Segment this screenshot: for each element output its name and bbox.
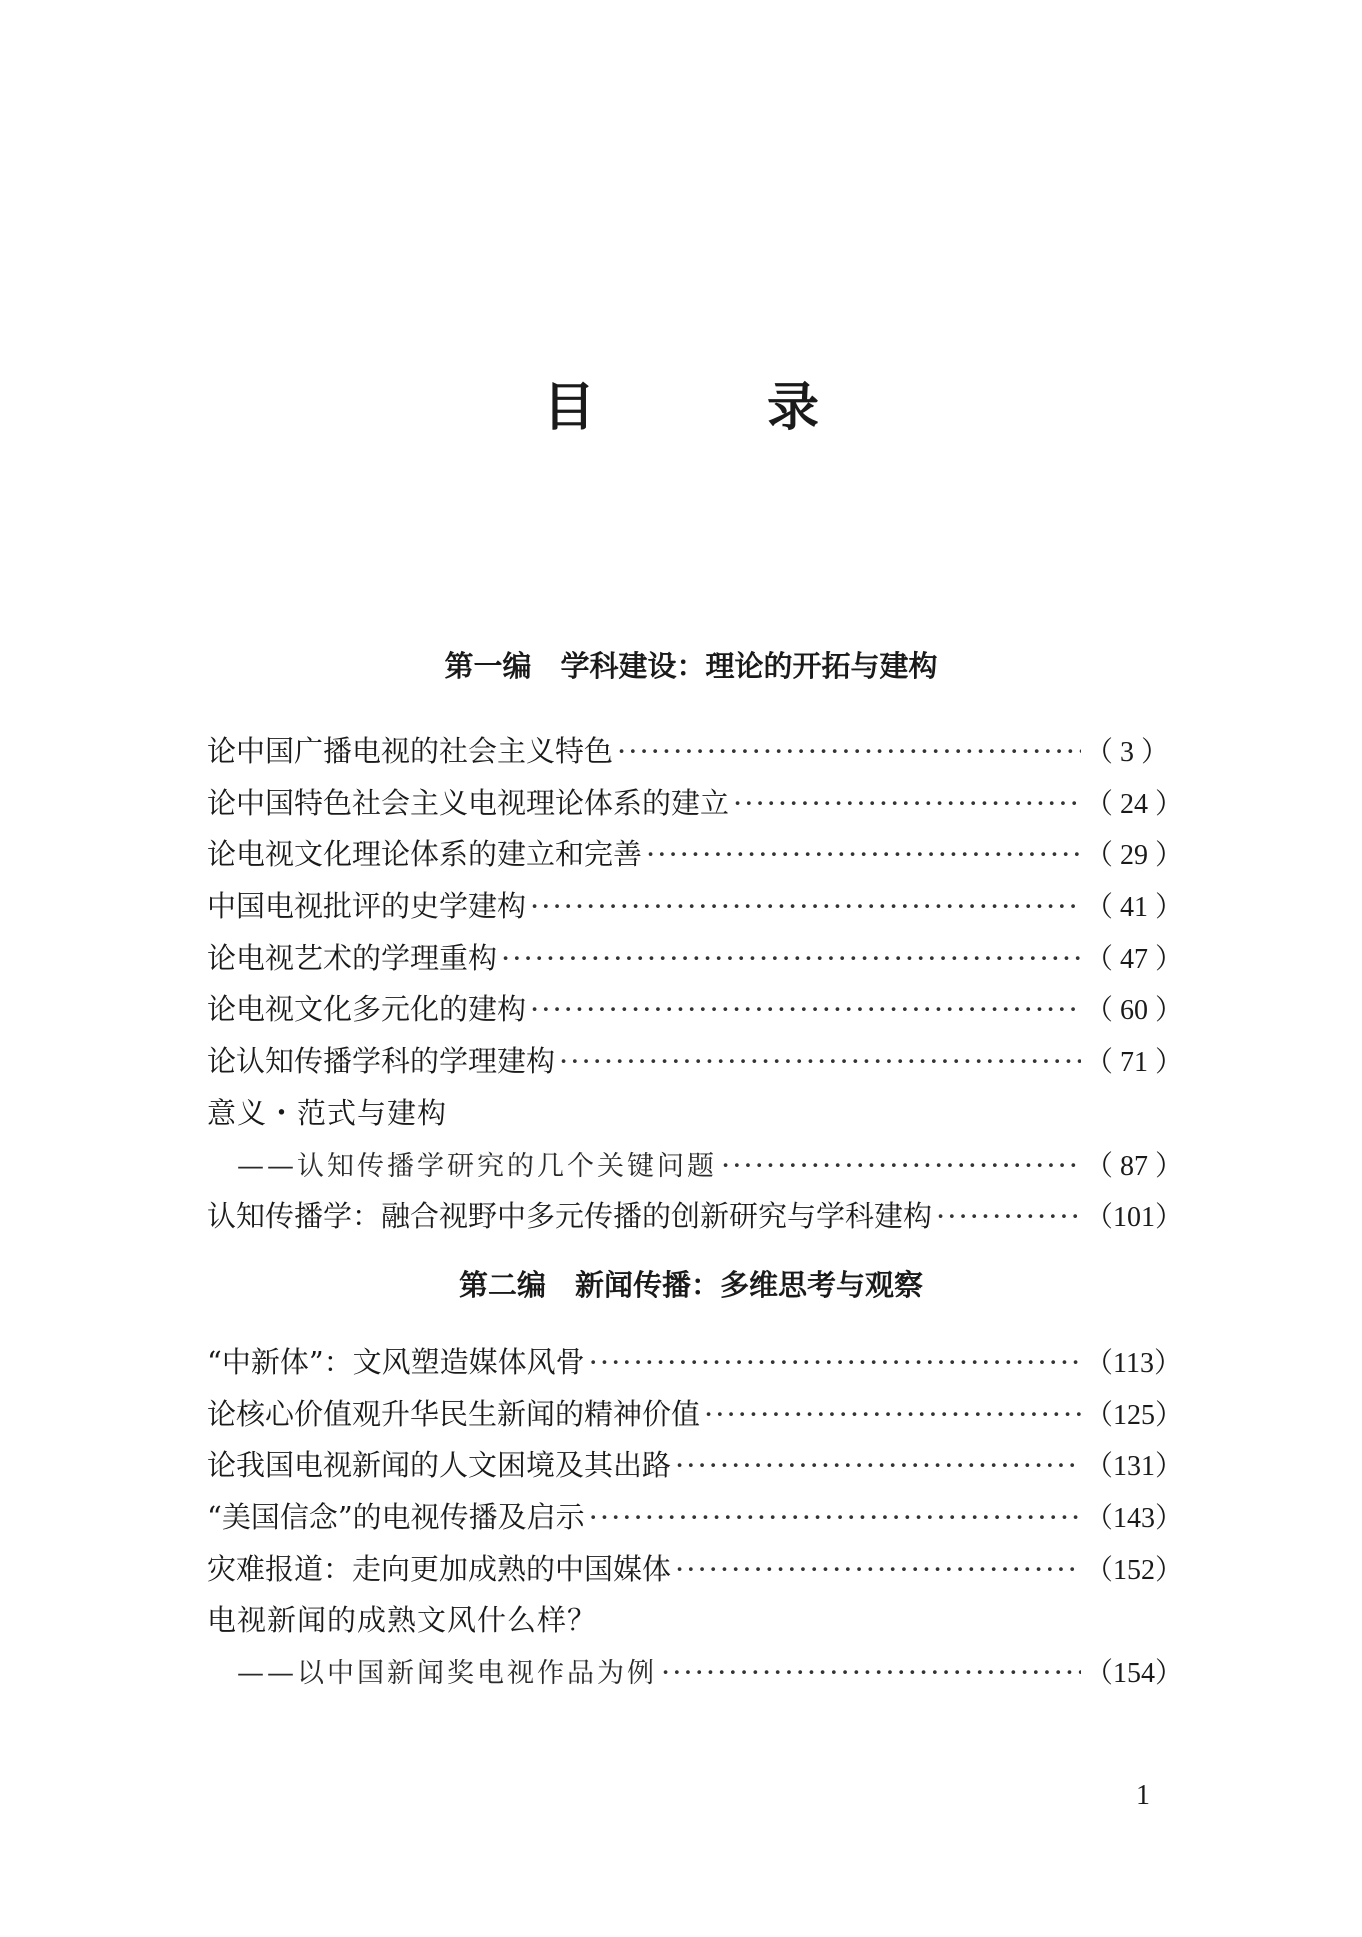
toc-entry-subtitle[interactable] <box>207 1140 1184 1192</box>
dot-leader <box>721 1140 1081 1192</box>
dot-leader <box>559 1036 1081 1088</box>
table-of-contents <box>207 636 1184 1699</box>
toc-entry[interactable] <box>207 1440 1184 1492</box>
toc-entry-title: “中新体”：文风塑造媒体风骨 <box>207 1344 585 1379</box>
toc-entry-page: （154） <box>1085 1658 1184 1689</box>
toc-entry-title: ——以中国新闻奖电视作品为例 <box>237 1658 657 1689</box>
toc-entry[interactable] <box>207 1492 1184 1544</box>
toc-entry-title: “美国信念”的电视传播及启示 <box>207 1499 585 1534</box>
toc-entry-page: （ 71 ） <box>1085 1047 1184 1079</box>
toc-entry[interactable] <box>207 1337 1182 1389</box>
toc-entry-title: 认知传播学：融合视野中多元传播的创新研究与学科建构 <box>207 1199 933 1234</box>
toc-entry-title: 论核心价值观升华民生新闻的精神价值 <box>207 1396 701 1431</box>
toc-entry-title: 论认知传播学科的学理建构 <box>207 1044 556 1079</box>
page-title: 目 录 <box>542 377 879 438</box>
toc-entry[interactable] <box>207 1544 1184 1596</box>
toc-entry-page: （101） <box>1085 1202 1184 1234</box>
toc-entry-page: （ 87 ） <box>1085 1150 1184 1182</box>
dot-leader <box>530 984 1081 1036</box>
dot-leader <box>501 933 1081 985</box>
toc-entry[interactable] <box>207 1088 1163 1140</box>
dot-leader <box>704 1389 1081 1441</box>
dot-leader <box>733 778 1081 830</box>
dot-leader <box>589 1492 1081 1544</box>
toc-entry[interactable] <box>207 1036 1184 1088</box>
toc-entry-title: 中国电视批评的史学建构 <box>207 889 527 924</box>
toc-entry-title: 意义・范式与建构 <box>207 1095 448 1130</box>
section-heading: 第一编 学科建设：理论的开拓与建构 <box>444 649 938 683</box>
toc-entry-page: （143） <box>1085 1502 1184 1534</box>
toc-entry-title: 灾难报道：走向更加成熟的中国媒体 <box>207 1551 672 1586</box>
toc-entry-page: （131） <box>1085 1451 1184 1483</box>
toc-entry[interactable] <box>207 726 1170 778</box>
toc-entry[interactable] <box>207 881 1184 933</box>
section-heading: 第二编 新闻传播：多维思考与观察 <box>458 1267 923 1302</box>
toc-entry-page: （ 47 ） <box>1085 943 1184 975</box>
toc-entry-page: （ 24 ） <box>1085 788 1184 820</box>
toc-entry-title: 论电视文化理论体系的建立和完善 <box>207 837 643 872</box>
page-number: 1 <box>1136 1780 1150 1811</box>
dot-leader <box>675 1440 1081 1492</box>
toc-entry-title: 电视新闻的成熟文风什么样？ <box>207 1603 598 1638</box>
toc-entry-title: 论我国电视新闻的人文困境及其出路 <box>207 1448 672 1483</box>
toc-entry[interactable] <box>207 778 1184 830</box>
dot-leader <box>936 1191 1081 1243</box>
toc-entry[interactable] <box>207 1595 1163 1647</box>
toc-entry-title: ——认知传播学研究的几个关键问题 <box>237 1150 717 1182</box>
toc-entry-page: （152） <box>1085 1554 1184 1586</box>
toc-entry[interactable] <box>207 1191 1184 1243</box>
dot-leader <box>646 829 1081 881</box>
toc-entry-title: 论电视艺术的学理重构 <box>207 940 498 975</box>
toc-entry-page: （ 41 ） <box>1085 892 1184 924</box>
toc-entry-page: （125） <box>1085 1399 1184 1431</box>
dot-leader <box>661 1647 1081 1699</box>
toc-entry[interactable] <box>207 829 1184 881</box>
toc-entry[interactable] <box>207 933 1184 985</box>
toc-entry-page: （ 29 ） <box>1085 840 1184 872</box>
dot-leader <box>675 1544 1081 1596</box>
toc-entry[interactable] <box>207 1389 1184 1441</box>
toc-entry-title: 论中国广播电视的社会主义特色 <box>207 734 614 768</box>
toc-entry[interactable] <box>207 984 1184 1036</box>
dot-leader <box>589 1337 1081 1389</box>
dot-leader <box>530 881 1081 933</box>
dot-leader <box>617 726 1081 778</box>
toc-entry-title: 论电视文化多元化的建构 <box>207 992 527 1027</box>
toc-entry-subtitle[interactable] <box>207 1647 1184 1699</box>
toc-entry-page: （113） <box>1085 1347 1182 1379</box>
toc-entry-page: （ 60 ） <box>1085 995 1184 1027</box>
toc-entry-page: （ 3 ） <box>1085 737 1170 768</box>
toc-entry-title: 论中国特色社会主义电视理论体系的建立 <box>207 785 730 820</box>
